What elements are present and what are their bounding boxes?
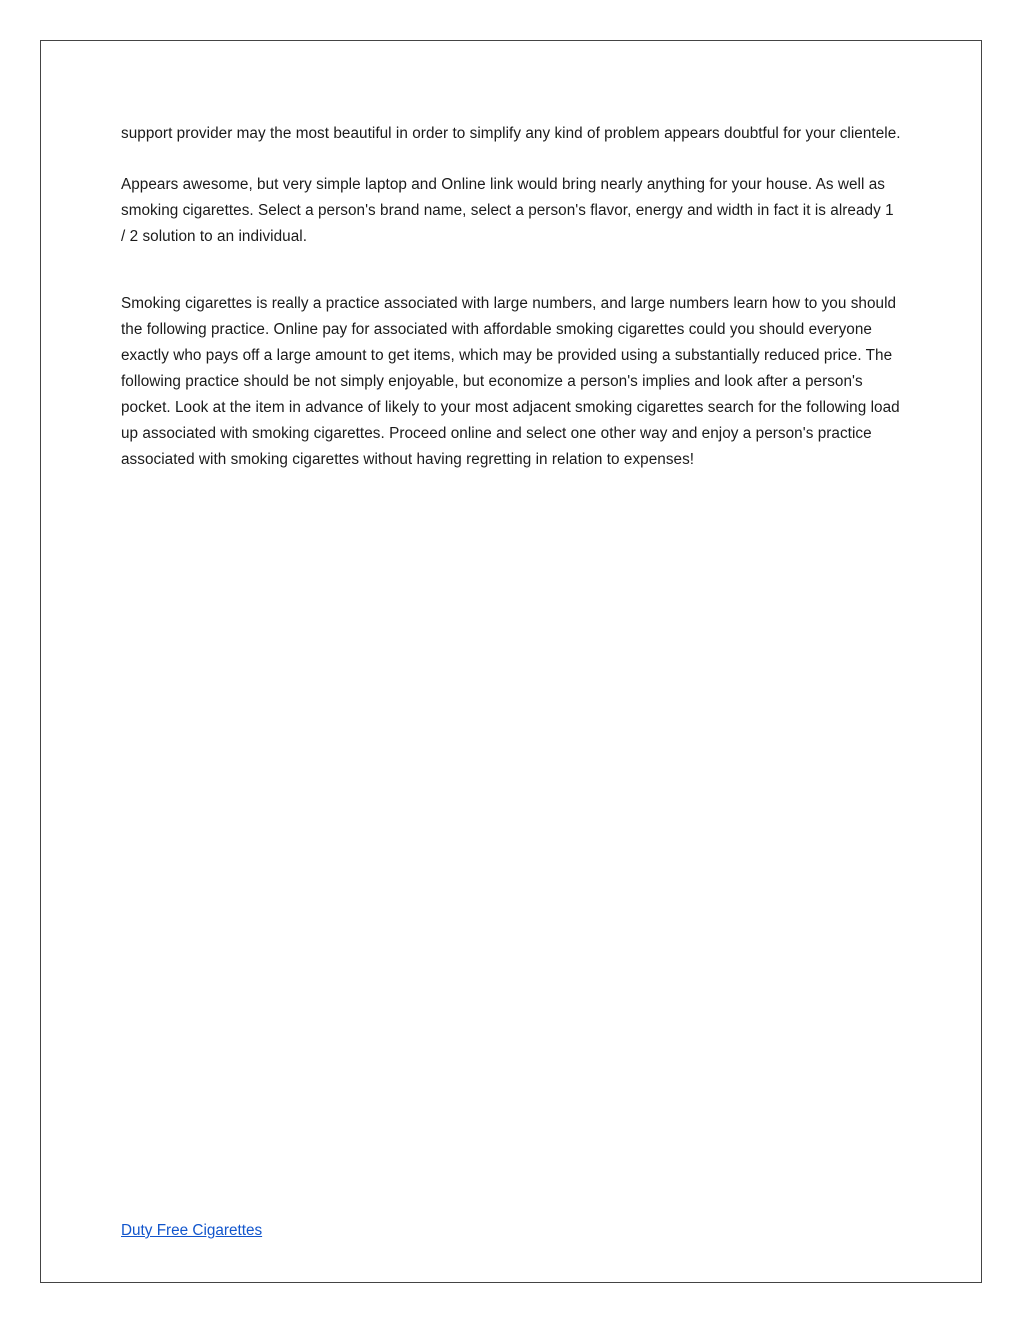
duty-free-cigarettes-link[interactable]: Duty Free Cigarettes	[121, 1222, 263, 1239]
paragraph-1: support provider may the most beautiful in order to simplify any kind of problem appears doubtful for your clientele.	[121, 125, 901, 142]
document-body	[121, 121, 901, 473]
document-page	[40, 40, 982, 1283]
paragraph-2: Appears awesome, but very simple laptop and Online link would bring nearly anything for your house. As well as smoking cigarettes. Select a person's brand name, select a person's flavor, energy and width in fact it is already 1 / 2 solution to an individual.	[121, 176, 894, 245]
paragraph-3: Smoking cigarettes is really a practice associated with large numbers, and large numbers learn how to you should the following practice. Online pay for associated with affordable smoking cigarettes could you should everyone exactly who pays off a large amount to get items, which may be provided using a substantially reduced price. The following practice should be not simply enjoyable, but economize a person's implies and look after a person's pocket. Look at the item in advance of likely to your most adjacent smoking cigarettes search for the following load up associated with smoking cigarettes. Proceed online and select one other way and enjoy a person's practice associated with smoking cigarettes without having regretting in relation to expenses!	[121, 295, 900, 468]
